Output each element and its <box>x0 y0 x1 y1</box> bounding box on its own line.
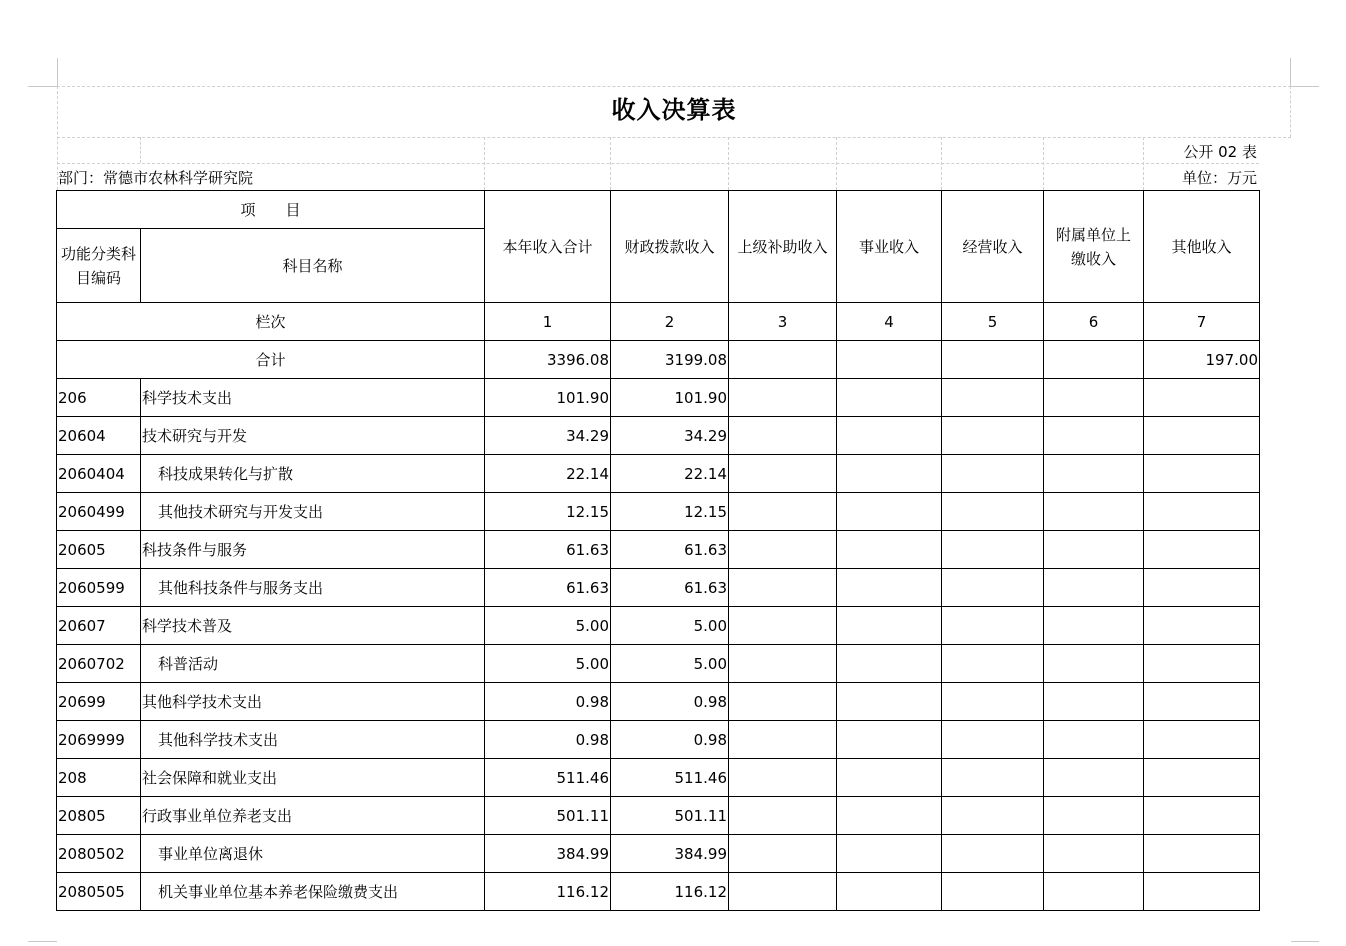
row-subject-name-text: 其他技术研究与开发支出 <box>158 503 324 521</box>
row-value: 511.46 <box>485 759 611 797</box>
row-value <box>729 455 837 493</box>
row-subject-name <box>141 683 485 721</box>
lanci-label: 栏次 <box>57 303 485 341</box>
row-value: 501.11 <box>611 797 729 835</box>
row-value <box>1044 797 1144 835</box>
row-value <box>837 645 942 683</box>
row-value: 384.99 <box>611 835 729 873</box>
row-value <box>942 835 1044 873</box>
table-row <box>57 417 1260 455</box>
row-value <box>1144 607 1260 645</box>
gridline <box>836 137 837 190</box>
row-value <box>729 379 837 417</box>
row-value: 12.15 <box>611 493 729 531</box>
row-value <box>942 607 1044 645</box>
row-subject-name-text: 机关事业单位基本养老保险缴费支出 <box>158 883 399 901</box>
row-value <box>1144 835 1260 873</box>
crop-guide <box>57 58 58 86</box>
gridline <box>484 137 485 190</box>
row-value: 61.63 <box>611 531 729 569</box>
header-col-3: 上级补助收入 <box>729 191 837 303</box>
row-subject-name-text: 科普活动 <box>158 655 219 673</box>
row-subject-name-text: 科学技术普及 <box>142 617 233 635</box>
row-value: 61.63 <box>611 569 729 607</box>
row-value <box>729 797 837 835</box>
table-row <box>57 721 1260 759</box>
row-value <box>837 607 942 645</box>
row-value: 5.00 <box>611 607 729 645</box>
row-value <box>837 835 942 873</box>
row-value <box>942 873 1044 911</box>
total-value: 3396.08 <box>485 341 611 379</box>
row-code: 208 <box>57 759 141 797</box>
crop-guide <box>28 86 57 87</box>
row-value: 0.98 <box>485 721 611 759</box>
row-subject-name <box>141 607 485 645</box>
row-value <box>1144 645 1260 683</box>
total-value <box>942 341 1044 379</box>
row-value <box>942 569 1044 607</box>
lanci-number: 4 <box>837 303 942 341</box>
gridline <box>1143 137 1144 190</box>
row-value: 34.29 <box>611 417 729 455</box>
header-col-4: 事业收入 <box>837 191 942 303</box>
row-value <box>1144 455 1260 493</box>
row-value <box>837 379 942 417</box>
row-value: 501.11 <box>485 797 611 835</box>
row-value <box>837 417 942 455</box>
row-value <box>729 607 837 645</box>
row-value <box>837 531 942 569</box>
row-value: 384.99 <box>485 835 611 873</box>
row-value: 0.98 <box>611 683 729 721</box>
row-code: 20605 <box>57 531 141 569</box>
table-row <box>57 759 1260 797</box>
header-col-2: 财政拨款收入 <box>611 191 729 303</box>
crop-guide <box>28 941 57 942</box>
row-value <box>729 721 837 759</box>
row-value <box>1144 721 1260 759</box>
row-subject-name-text: 社会保障和就业支出 <box>142 769 278 787</box>
header-project: 项 目 <box>57 191 485 229</box>
row-code: 2060404 <box>57 455 141 493</box>
gridline <box>57 163 1259 164</box>
row-value <box>1044 835 1144 873</box>
row-value <box>837 493 942 531</box>
header-col-7: 其他收入 <box>1144 191 1260 303</box>
row-value <box>1144 873 1260 911</box>
row-value: 101.90 <box>485 379 611 417</box>
lanci-number: 7 <box>1144 303 1260 341</box>
row-value: 34.29 <box>485 417 611 455</box>
header-subject-name: 科目名称 <box>141 229 485 303</box>
row-value <box>1044 645 1144 683</box>
row-subject-name-text: 其他科技条件与服务支出 <box>158 579 324 597</box>
table-row <box>57 455 1260 493</box>
row-subject-name-text: 科技条件与服务 <box>142 541 248 559</box>
total-value: 197.00 <box>1144 341 1260 379</box>
gridline <box>1043 137 1044 190</box>
row-value <box>942 379 1044 417</box>
gridline <box>57 137 1291 138</box>
row-value: 101.90 <box>611 379 729 417</box>
row-value <box>837 797 942 835</box>
row-value: 61.63 <box>485 569 611 607</box>
crop-guide <box>1291 941 1319 942</box>
row-value <box>1144 379 1260 417</box>
row-value <box>729 493 837 531</box>
total-value <box>729 341 837 379</box>
table-row <box>57 683 1260 721</box>
row-value <box>837 569 942 607</box>
row-value <box>1044 721 1144 759</box>
row-value <box>942 797 1044 835</box>
header-col-5: 经营收入 <box>942 191 1044 303</box>
row-subject-name-text: 科技成果转化与扩散 <box>158 465 294 483</box>
table-row <box>57 379 1260 417</box>
row-value: 116.12 <box>611 873 729 911</box>
gridline <box>728 137 729 190</box>
row-value <box>729 417 837 455</box>
table-row <box>57 607 1260 645</box>
row-value <box>1144 683 1260 721</box>
row-value <box>837 683 942 721</box>
crop-guide <box>1290 58 1291 86</box>
total-value <box>837 341 942 379</box>
row-code: 20699 <box>57 683 141 721</box>
row-value <box>1044 417 1144 455</box>
lanci-number: 1 <box>485 303 611 341</box>
gridline <box>610 137 611 190</box>
lanci-number: 2 <box>611 303 729 341</box>
row-subject-name-text: 事业单位离退休 <box>158 845 264 863</box>
row-value <box>942 721 1044 759</box>
row-value <box>729 531 837 569</box>
table-row <box>57 569 1260 607</box>
header-col-1: 本年收入合计 <box>485 191 611 303</box>
row-subject-name <box>141 759 485 797</box>
row-value: 5.00 <box>611 645 729 683</box>
row-subject-name <box>141 797 485 835</box>
lanci-row <box>57 303 1260 341</box>
row-subject-name-text: 科学技术支出 <box>142 389 233 407</box>
row-subject-name <box>141 455 485 493</box>
row-value <box>1044 493 1144 531</box>
row-value <box>1144 759 1260 797</box>
gridline <box>140 137 141 163</box>
row-value: 0.98 <box>485 683 611 721</box>
row-code: 2060499 <box>57 493 141 531</box>
row-value <box>837 455 942 493</box>
row-value <box>729 683 837 721</box>
row-subject-name-text: 其他科学技术支出 <box>158 731 279 749</box>
row-value <box>729 835 837 873</box>
row-value <box>837 873 942 911</box>
row-code: 20607 <box>57 607 141 645</box>
row-value <box>1144 797 1260 835</box>
row-value <box>729 569 837 607</box>
row-value: 22.14 <box>485 455 611 493</box>
lanci-number: 5 <box>942 303 1044 341</box>
row-code: 2060599 <box>57 569 141 607</box>
row-code: 20805 <box>57 797 141 835</box>
row-value: 116.12 <box>485 873 611 911</box>
row-value <box>942 493 1044 531</box>
row-subject-name <box>141 721 485 759</box>
row-code: 206 <box>57 379 141 417</box>
row-subject-name-text: 行政事业单位养老支出 <box>142 807 293 825</box>
table-row <box>57 873 1260 911</box>
gridline <box>57 86 1291 87</box>
row-value <box>1044 873 1144 911</box>
row-subject-name <box>141 873 485 911</box>
unit-label: 单位：万元 <box>1181 169 1257 187</box>
row-value <box>942 645 1044 683</box>
row-value: 0.98 <box>611 721 729 759</box>
row-value <box>1144 493 1260 531</box>
row-subject-name <box>141 493 485 531</box>
lanci-number: 6 <box>1044 303 1144 341</box>
row-value <box>1044 683 1144 721</box>
row-value <box>837 721 942 759</box>
row-subject-name <box>141 379 485 417</box>
total-label: 合计 <box>57 341 485 379</box>
total-row <box>57 341 1260 379</box>
table-row <box>57 835 1260 873</box>
row-value: 61.63 <box>485 531 611 569</box>
row-value: 5.00 <box>485 607 611 645</box>
row-code: 2080505 <box>57 873 141 911</box>
table-row <box>57 645 1260 683</box>
row-code: 20604 <box>57 417 141 455</box>
header-row <box>57 191 1260 229</box>
row-value: 12.15 <box>485 493 611 531</box>
row-value: 22.14 <box>611 455 729 493</box>
row-subject-name <box>141 835 485 873</box>
row-value <box>1144 417 1260 455</box>
row-subject-name-text: 技术研究与开发 <box>142 427 248 445</box>
department-label: 部门：常德市农林科学研究院 <box>58 169 254 187</box>
row-value <box>1144 531 1260 569</box>
row-value <box>729 759 837 797</box>
form-number: 公开 02 表 <box>1183 143 1257 161</box>
row-value <box>837 759 942 797</box>
row-value <box>942 417 1044 455</box>
row-subject-name <box>141 569 485 607</box>
row-value: 5.00 <box>485 645 611 683</box>
table-row <box>57 797 1260 835</box>
row-subject-name <box>141 645 485 683</box>
row-value <box>942 759 1044 797</box>
total-value <box>1044 341 1144 379</box>
row-value <box>1044 759 1144 797</box>
row-code: 2060702 <box>57 645 141 683</box>
row-value <box>942 683 1044 721</box>
row-code: 2080502 <box>57 835 141 873</box>
row-value <box>729 645 837 683</box>
row-subject-name-text: 其他科学技术支出 <box>142 693 263 711</box>
row-value <box>1044 455 1144 493</box>
header-func-code: 功能分类科目编码 <box>57 229 141 303</box>
gridline <box>941 137 942 190</box>
row-value <box>729 873 837 911</box>
row-value: 511.46 <box>611 759 729 797</box>
table-row <box>57 531 1260 569</box>
page-title: 收入决算表 <box>611 95 737 124</box>
table-row <box>57 493 1260 531</box>
row-value <box>942 531 1044 569</box>
row-value <box>1044 531 1144 569</box>
row-value <box>1044 607 1144 645</box>
row-value <box>1144 569 1260 607</box>
header-col-6: 附属单位上缴收入 <box>1044 191 1144 303</box>
total-value: 3199.08 <box>611 341 729 379</box>
row-subject-name <box>141 417 485 455</box>
income-table <box>56 190 1260 911</box>
row-value <box>942 455 1044 493</box>
lanci-number: 3 <box>729 303 837 341</box>
row-subject-name <box>141 531 485 569</box>
row-code: 2069999 <box>57 721 141 759</box>
row-value <box>1044 569 1144 607</box>
crop-guide <box>1291 86 1319 87</box>
row-value <box>1044 379 1144 417</box>
